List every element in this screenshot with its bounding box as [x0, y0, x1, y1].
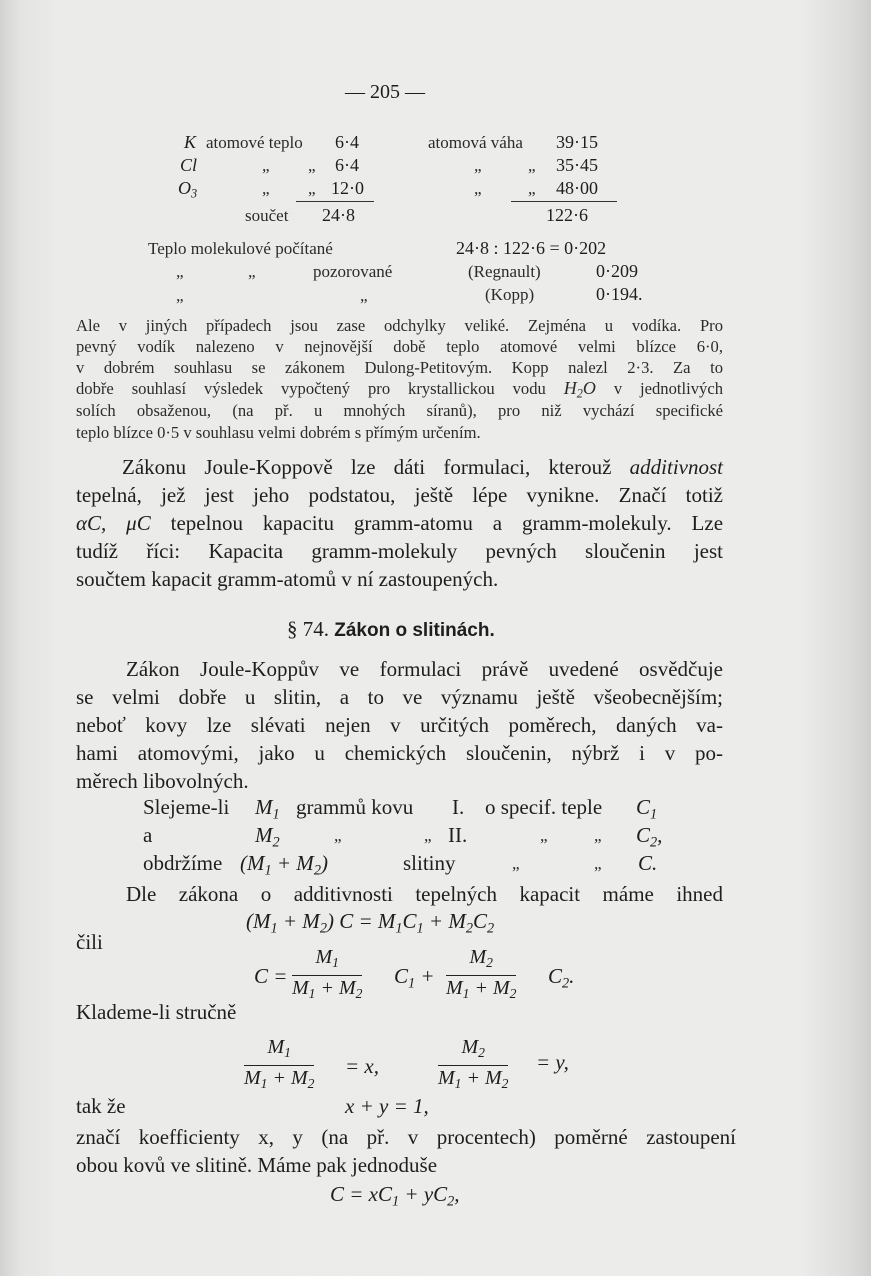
equation-x-plus-y: x + y = 1, — [345, 1094, 429, 1118]
small-line: v dobrém souhlasu se zákonem Dulong-Petitovým. Kopp nalezl 2·3. Za to — [76, 358, 723, 377]
small-line: solích obsaženou, (na př. u mnohých síranů), pro niž vychází specifické — [76, 401, 723, 420]
page-number: — 205 — — [345, 81, 425, 103]
para-line — [122, 453, 723, 482]
eq-y: = y, — [536, 1050, 569, 1074]
para-text: Zákonu Joule-Koppově lze dáti formulaci, kterouž — [122, 455, 612, 479]
mix-text: obdržíme — [143, 851, 223, 875]
sum-rule — [296, 201, 374, 202]
symbol-c: C. — [638, 851, 658, 875]
para-line: hami atomovými, jako u chemických sloučenin, nýbrž i v po- — [76, 741, 723, 765]
symbol-o3 — [178, 178, 197, 202]
numerator: $M_2$ — [446, 945, 516, 976]
calc-label: Teplo molekulové počítané — [148, 239, 333, 258]
para-line: obou kovů ve slitině. Máme pak jednoduše — [76, 1153, 438, 1177]
symbol-m2: $M_2$ — [255, 823, 280, 851]
sum-heat: 24·8 — [322, 205, 355, 225]
ditto-mark: „ — [594, 826, 602, 845]
weight-value: 48·00 — [556, 178, 598, 198]
para-emphasis: additivnost — [629, 455, 723, 479]
formula-h2o-sub: 2 — [576, 386, 583, 401]
equation-final: $C = xC_1 + yC_2$, — [330, 1182, 460, 1210]
formula-h2o — [563, 378, 596, 401]
section-heading — [287, 617, 495, 642]
text-tak-ze: tak že — [76, 1094, 126, 1118]
ditto-mark: „ — [262, 156, 270, 175]
observed-label: pozorované — [313, 262, 393, 281]
mix-text: slitiny — [403, 851, 456, 875]
weight-value: 39·15 — [556, 132, 598, 152]
ditto-mark: „ — [334, 826, 342, 845]
sum-weight: 122·6 — [546, 205, 588, 225]
text-klademe: Klademe-li stručně — [76, 1000, 237, 1024]
symbol-k: K — [184, 132, 197, 152]
label-atomic-heat: atomové teplo — [206, 133, 303, 152]
mix-text: grammů kovu — [296, 795, 414, 819]
weight-value: 35·45 — [556, 155, 598, 175]
ditto-mark: „ — [424, 826, 432, 845]
symbol-m1: $M_1$ — [255, 795, 280, 823]
symbol-c1: $C_1$ — [636, 795, 658, 823]
para-line: neboť kovy lze slévati nejen v určitých poměrech, daných va- — [76, 713, 723, 737]
para-line: Zákon Joule-Koppův ve formulaci právě uvedené osvědčuje — [126, 657, 723, 681]
symbol-c2: $C_2$, — [636, 823, 663, 851]
symbol-cl: Cl — [180, 155, 198, 175]
value-regnault: 0·209 — [596, 261, 638, 281]
eq-term: $C_2$. — [548, 964, 575, 992]
formula-h2o-o: O — [582, 378, 596, 398]
symbol-m1-plus-m2: $(M_1 + M_2)$ — [240, 851, 328, 879]
para-line: měrech libovolných. — [76, 769, 249, 793]
calc-expression: 24·8 : 122·6 = 0·202 — [456, 238, 607, 258]
denominator: $M_1 + M_2$ — [292, 977, 363, 1002]
section-number: § 74. — [287, 617, 329, 641]
heat-value: 6·4 — [335, 155, 359, 175]
eq-x: = x, — [345, 1054, 379, 1078]
section-title: Zákon o slitinách. — [334, 620, 495, 641]
para-line: tudíž říci: Kapacita gramm-molekuly pevných sloučenin jest — [76, 539, 723, 563]
equation-additivity: $(M_1 + M_2) C = M_1C_1 + M_2C_2$ — [246, 909, 495, 937]
mix-text: Slejeme-li — [143, 795, 230, 819]
eq-lhs: C = — [254, 964, 288, 988]
ditto-mark: „ — [308, 156, 316, 175]
para-text: tepelnou kapacitu gramm-atomu a gramm-molekuly. Lze — [170, 511, 724, 535]
numerator: $M_2$ — [438, 1035, 508, 1066]
small-line: teplo blízce 0·5 v souhlasu velmi dobrém s přímým určením. — [76, 423, 481, 442]
ditto-mark: „ — [176, 262, 184, 281]
mix-text: I. — [452, 795, 465, 819]
ditto-mark: „ — [360, 286, 368, 305]
ditto-mark: „ — [528, 179, 536, 198]
value-kopp: 0·194. — [596, 284, 643, 304]
text-cili: čili — [76, 930, 103, 954]
mix-text: a — [143, 823, 153, 847]
fraction-2 — [446, 945, 516, 1006]
sum-label: součet — [245, 206, 289, 225]
symbol-o3-sub: 3 — [191, 186, 198, 201]
label-atomic-weight: atomová váha — [428, 133, 523, 152]
para-line — [76, 509, 723, 538]
numerator: $M_1$ — [292, 945, 362, 976]
para-symbols: αC, μC — [76, 511, 151, 535]
mix-text: II. — [448, 823, 468, 847]
denominator: $M_1 + M_2$ — [244, 1067, 315, 1092]
fraction-x — [244, 1035, 314, 1096]
para-line: součtem kapacit gramm-atomů v ní zastoupených. — [76, 567, 499, 591]
fraction-1 — [292, 945, 362, 1006]
small-line: Ale v jiných případech jsou zase odchylky veliké. Zejména u vodíka. Pro — [76, 316, 723, 335]
formula-h2o-h: H — [563, 378, 577, 398]
source-regnault: (Regnault) — [468, 262, 541, 281]
ditto-mark: „ — [540, 826, 548, 845]
ditto-mark: „ — [308, 179, 316, 198]
fraction-y — [438, 1035, 508, 1096]
sum-rule — [511, 201, 617, 202]
denominator: $M_1 + M_2$ — [446, 977, 517, 1002]
small-line-text: dobře souhlasí výsledek vypočtený pro krystallickou vodu — [76, 379, 546, 398]
source-kopp: (Kopp) — [485, 285, 535, 304]
ditto-mark: „ — [474, 156, 482, 175]
numerator: $M_1$ — [244, 1035, 314, 1066]
small-line: pevný vodík nalezeno v nejnovější době teplo atomové velmi blízce 6·0, — [76, 337, 723, 356]
ditto-mark: „ — [528, 156, 536, 175]
para-line: tepelná, jež jest jeho podstatou, ještě lépe vynikne. Značí totiž — [76, 483, 723, 507]
ditto-mark: „ — [176, 286, 184, 305]
ditto-mark: „ — [594, 854, 602, 873]
symbol-o3-letter: O — [178, 178, 191, 198]
mix-text: o specif. teple — [485, 795, 603, 819]
para-line: se velmi dobře u slitin, a to ve významu ještě všeobecnějším; — [76, 685, 723, 709]
ditto-mark: „ — [512, 854, 520, 873]
ditto-mark: „ — [262, 179, 270, 198]
para-line: značí koefficienty x, y (na př. v procentech) poměrné zastoupení — [76, 1125, 736, 1149]
additivity-sentence: Dle zákona o additivnosti tepelných kapacit máme ihned — [126, 882, 723, 906]
small-line-text: v jednotlivých — [613, 379, 723, 398]
ditto-mark: „ — [474, 179, 482, 198]
denominator: $M_1 + M_2$ — [438, 1067, 509, 1092]
heat-value: 6·4 — [335, 132, 359, 152]
eq-term: $C_1$ + — [394, 964, 435, 992]
heat-value: 12·0 — [331, 178, 364, 198]
ditto-mark: „ — [248, 262, 256, 281]
